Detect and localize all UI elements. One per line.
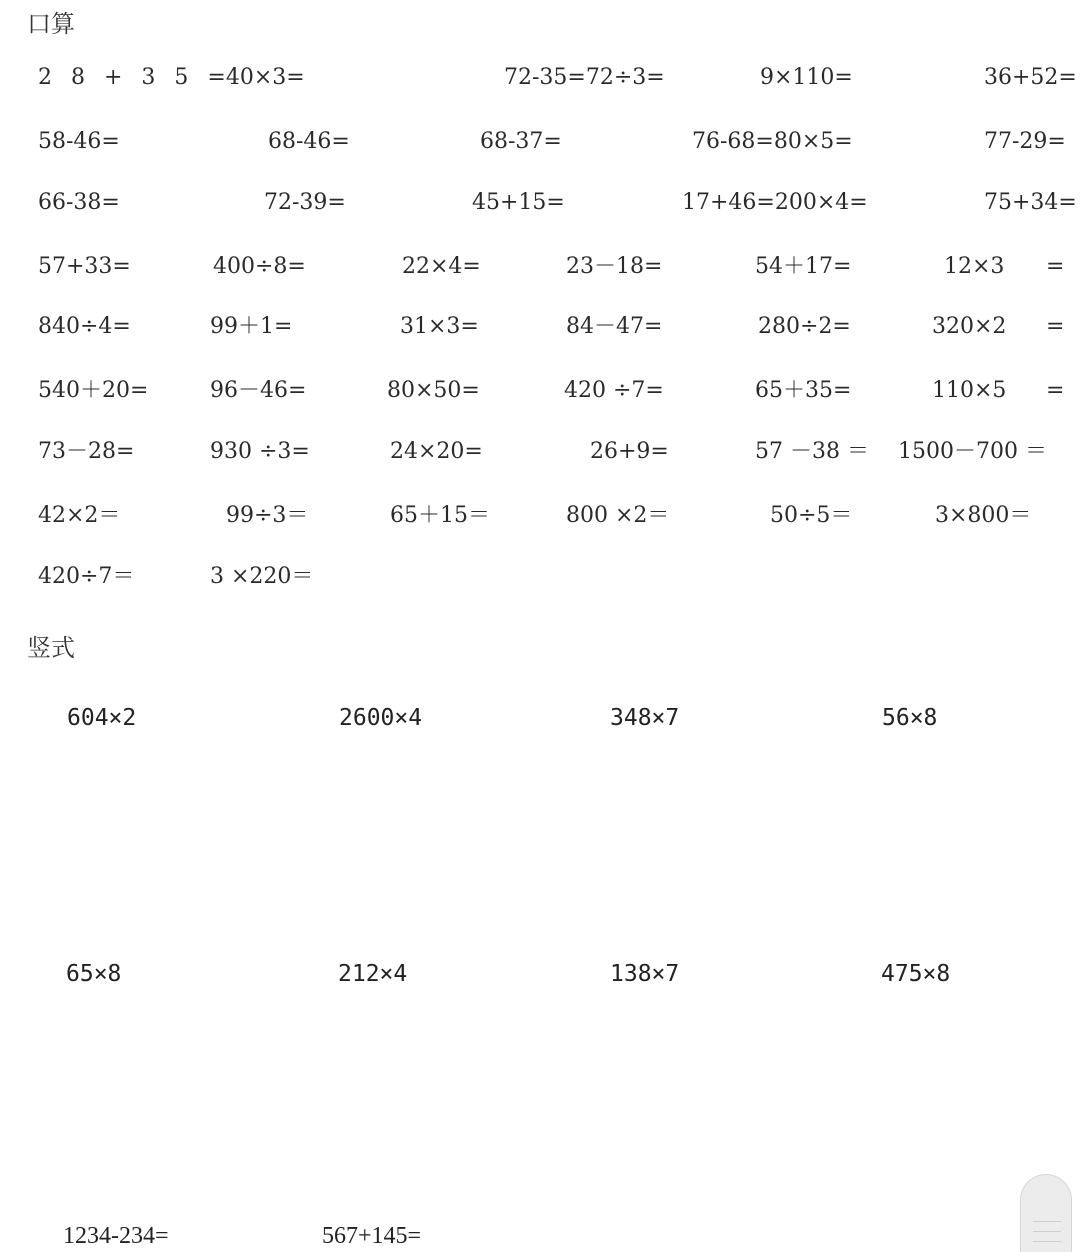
oral-problem: 58-46= bbox=[38, 129, 120, 154]
oral-problem: 42×2＝ bbox=[38, 503, 121, 528]
bottom-equation: 567+145= bbox=[322, 1223, 422, 1249]
written-calc-heading: 竖式 bbox=[27, 634, 75, 662]
scroll-grip-line bbox=[1033, 1241, 1061, 1242]
oral-problem: 1500－700 ＝ bbox=[898, 439, 1047, 464]
oral-problem: 77-29= bbox=[984, 129, 1066, 154]
written-problem: 56×8 bbox=[882, 705, 938, 731]
oral-problem: 36+52= bbox=[984, 65, 1077, 90]
oral-problem: 17+46=200×4= bbox=[682, 190, 868, 215]
oral-problem: 66-38= bbox=[38, 190, 120, 215]
oral-problem: 31×3= bbox=[400, 314, 479, 339]
oral-calc-heading: 口算 bbox=[27, 10, 75, 38]
oral-problem: 320×2 bbox=[932, 314, 1007, 339]
oral-problem: 800 ×2＝ bbox=[566, 503, 670, 528]
oral-problem: 45+15= bbox=[472, 190, 565, 215]
written-problem: 212×4 bbox=[338, 961, 408, 987]
oral-problem: 75+34= bbox=[984, 190, 1077, 215]
oral-problem: 24×20= bbox=[390, 439, 483, 464]
oral-problem: 73－28= bbox=[38, 439, 135, 464]
oral-problem: 65＋15＝ bbox=[390, 503, 490, 528]
written-problem: 65×8 bbox=[66, 961, 122, 987]
oral-equals-sign: = bbox=[1046, 314, 1065, 339]
oral-problem: 840÷4= bbox=[38, 314, 131, 339]
oral-equals-sign: = bbox=[1046, 378, 1065, 403]
oral-problem: 68-37= bbox=[480, 129, 562, 154]
oral-problem: 110×5 bbox=[932, 378, 1007, 403]
oral-problem: 84－47= bbox=[566, 314, 663, 339]
written-problem: 348×7 bbox=[610, 705, 680, 731]
bottom-equation: 1234-234= bbox=[63, 1223, 169, 1249]
scroll-grip-line bbox=[1033, 1221, 1061, 1222]
oral-problem: 80×50= bbox=[387, 378, 480, 403]
oral-problem: 99÷3＝ bbox=[226, 503, 309, 528]
oral-problem: 9×110= bbox=[760, 65, 853, 90]
oral-equals-sign: = bbox=[1046, 254, 1065, 279]
oral-problem: 54＋17= bbox=[755, 254, 852, 279]
oral-problem: 540＋20= bbox=[38, 378, 149, 403]
oral-problem: 96－46= bbox=[210, 378, 307, 403]
oral-problem: 400÷8= bbox=[213, 254, 306, 279]
oral-problem: 65＋35= bbox=[755, 378, 852, 403]
oral-problem: 2 8 + 3 5 =40×3= bbox=[38, 65, 305, 90]
oral-problem: 57+33= bbox=[38, 254, 131, 279]
written-problem: 604×2 bbox=[67, 705, 137, 731]
oral-problem: 72-39= bbox=[264, 190, 346, 215]
oral-problem: 23－18= bbox=[566, 254, 663, 279]
scroll-grip-line bbox=[1033, 1231, 1061, 1232]
oral-problem: 76-68=80×5= bbox=[692, 129, 853, 154]
oral-problem: 68-46= bbox=[268, 129, 350, 154]
scroll-handle[interactable] bbox=[1020, 1174, 1072, 1252]
oral-problem: 57 －38 ＝ bbox=[755, 439, 869, 464]
oral-problem: 72-35=72÷3= bbox=[504, 65, 665, 90]
oral-problem: 420 ÷7= bbox=[564, 378, 664, 403]
oral-problem: 50÷5＝ bbox=[770, 503, 853, 528]
oral-problem: 3 ×220＝ bbox=[210, 564, 314, 589]
written-problem: 475×8 bbox=[881, 961, 951, 987]
oral-problem: 3×800＝ bbox=[935, 503, 1032, 528]
written-problem: 138×7 bbox=[610, 961, 680, 987]
oral-problem: 26+9= bbox=[590, 439, 669, 464]
oral-problem: 22×4= bbox=[402, 254, 481, 279]
oral-problem: 99＋1= bbox=[210, 314, 293, 339]
oral-problem: 420÷7＝ bbox=[38, 564, 135, 589]
oral-problem: 930 ÷3= bbox=[210, 439, 310, 464]
oral-problem: 280÷2= bbox=[758, 314, 851, 339]
oral-problem: 12×3 bbox=[944, 254, 1005, 279]
written-problem: 2600×4 bbox=[339, 705, 423, 731]
